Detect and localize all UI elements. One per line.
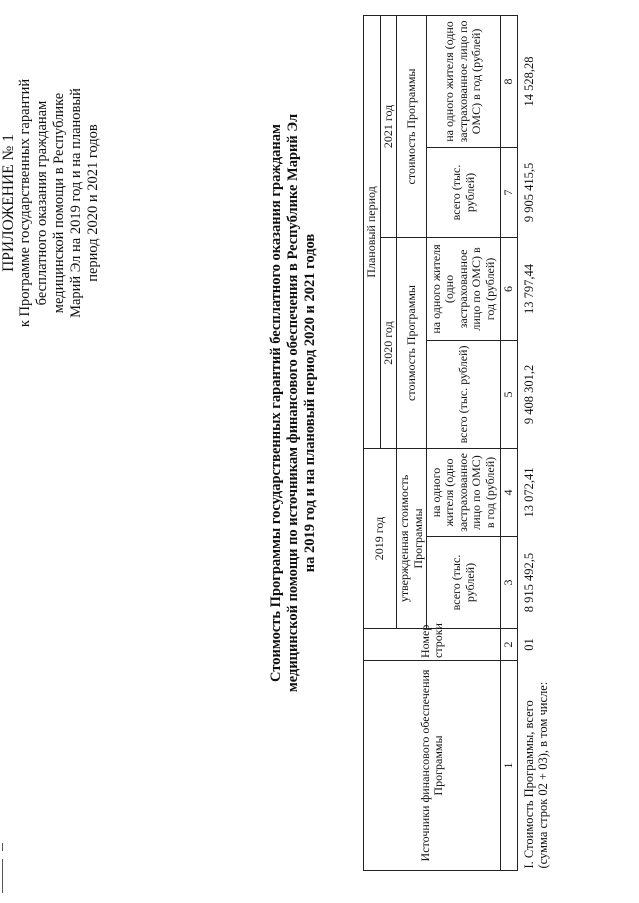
appendix-line: к Программе государственных гарантий	[17, 78, 33, 328]
header-planned-period: Плановый период	[364, 15, 381, 448]
cost-table	[363, 15, 551, 871]
header-year-2020: 2020 год	[380, 237, 397, 448]
row-source: I. Стоимость Программы, всего (сумма строк 02 + 03), в том числе:	[521, 681, 550, 869]
header-year-2019: 2019 год	[364, 448, 397, 628]
appendix-title: ПРИЛОЖЕНИЕ № 1	[0, 134, 17, 272]
cell-total-2020: 9 408 301,2	[521, 364, 536, 425]
cell-total-2019: 8 915 492,5	[521, 552, 536, 613]
title-line: на 2019 год и на плановый период 2020 и 2021 годов	[302, 233, 318, 573]
appendix-line: Марий Эл на 2019 год и на плановый	[68, 88, 84, 318]
appendix-line: бесплатного оказания гражданам	[34, 100, 50, 306]
column-number: 7	[501, 147, 518, 237]
scan-artifact-dash	[2, 843, 3, 851]
column-number: 8	[501, 15, 518, 147]
column-number: 3	[501, 537, 518, 629]
column-number: 1	[501, 661, 518, 871]
row-number: 01	[521, 638, 536, 651]
header-program-cost-2021: стоимость Программы	[397, 15, 427, 237]
header-approved-cost: утвержденная стоимость Программы	[397, 448, 427, 628]
column-number: 2	[501, 629, 518, 661]
header-total-2020: всего (тыс. рублей)	[427, 340, 501, 448]
cell-per-person-2021: 14 528,28	[521, 56, 536, 107]
cell-total-2021: 9 905 415,5	[521, 162, 536, 223]
appendix-line: медицинской помощи в Республике	[51, 92, 67, 314]
cell-per-person-2019: 13 072,41	[521, 467, 536, 518]
header-row-number: Номер строки	[364, 629, 501, 661]
appendix-line: период 2020 и 2021 годов	[85, 124, 101, 282]
header-program-cost-2020: стоимость Программы	[397, 237, 427, 448]
header-per-person-2021: на одного жителя (одно застрахованное лицо по ОМС) в год (рублей)	[427, 15, 501, 147]
title-line: медицинской помощи по источникам финансового обеспечения в Республике Марий Эл	[285, 113, 301, 693]
header-source: Источники финансового обеспечения Программы	[364, 661, 501, 871]
header-per-person-2019: на одного жителя (одно застрахованное лицо по ОМС) в год (рублей)	[427, 448, 501, 536]
header-per-person-2020: на одного жителя (одно застрахованное лицо по ОМС) в год (рублей)	[427, 237, 501, 340]
title-line: Стоимость Программы государственных гарантий бесплатного оказания гражданам	[268, 124, 284, 682]
document-title	[268, 53, 319, 753]
header-year-2021: 2021 год	[380, 15, 397, 237]
scan-artifact-line	[2, 859, 3, 893]
appendix-block	[0, 23, 102, 383]
column-number: 4	[501, 448, 518, 536]
header-total-2019: всего (тыс. рублей)	[427, 537, 501, 629]
cell-per-person-2020: 13 797,44	[521, 263, 536, 314]
column-number: 5	[501, 340, 518, 448]
table-row	[517, 15, 551, 870]
header-total-2021: всего (тыс. рублей)	[427, 147, 501, 237]
column-number: 6	[501, 237, 518, 340]
